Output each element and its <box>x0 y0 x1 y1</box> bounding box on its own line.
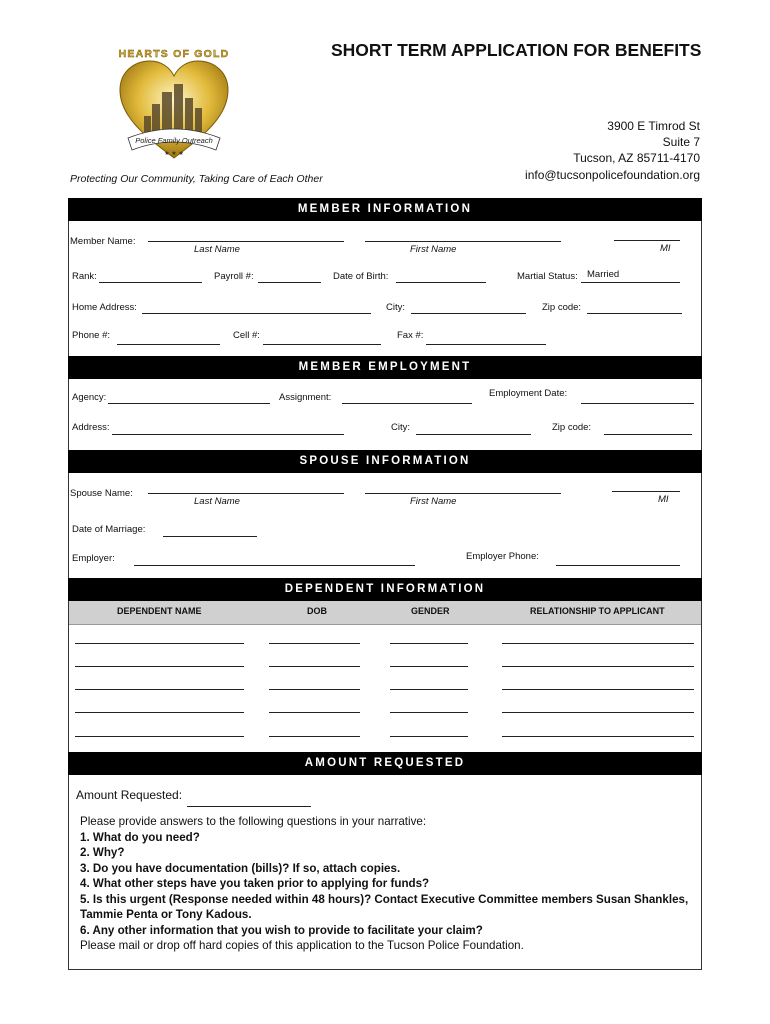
dependent-dob-field[interactable] <box>269 712 360 713</box>
payroll-field[interactable] <box>258 282 321 283</box>
narrative-question-2: 2. Why? <box>80 846 125 859</box>
dependent-relationship-field[interactable] <box>502 666 694 667</box>
dependent-relationship-field[interactable] <box>502 689 694 690</box>
dependent-gender-field[interactable] <box>390 712 468 713</box>
address-suite: Suite 7 <box>662 135 700 150</box>
svg-text:Police Family Outreach: Police Family Outreach <box>135 136 213 145</box>
home-address-label: Home Address: <box>72 302 137 313</box>
employment-zip-label: Zip code: <box>552 422 592 433</box>
dependent-name-field[interactable] <box>75 643 244 644</box>
spouse-first-name-caption: First Name <box>410 496 457 507</box>
dependent-information-heading: DEPENDENT INFORMATION <box>68 578 702 601</box>
employment-address-field[interactable] <box>112 434 344 435</box>
member-information-heading: MEMBER INFORMATION <box>68 198 702 221</box>
narrative-question-5: 5. Is this urgent (Response needed within 48 hours)? Contact Executive Committee members Susan Shankles, <box>80 892 689 906</box>
col-relationship: RELATIONSHIP TO APPLICANT <box>530 606 665 616</box>
payroll-label: Payroll #: <box>214 271 254 282</box>
dependent-gender-field[interactable] <box>390 689 468 690</box>
agency-label: Agency: <box>72 392 107 403</box>
dependent-dob-field[interactable] <box>269 736 360 737</box>
hearts-of-gold-logo <box>108 46 240 164</box>
home-address-field[interactable] <box>142 313 371 314</box>
rank-label: Rank: <box>72 271 97 282</box>
assignment-field[interactable] <box>342 403 472 404</box>
dependent-dob-field[interactable] <box>269 689 360 690</box>
dependent-name-field[interactable] <box>75 689 244 690</box>
employer-phone-label: Employer Phone: <box>466 551 539 562</box>
amount-requested-field[interactable] <box>187 806 311 807</box>
spouse-information-heading: SPOUSE INFORMATION <box>68 450 702 473</box>
dependent-table-header <box>69 601 701 625</box>
tagline: Protecting Our Community, Taking Care of Each Other <box>70 173 323 185</box>
cell-field[interactable] <box>263 344 381 345</box>
spouse-mi-field[interactable] <box>612 491 680 492</box>
cell-label: Cell #: <box>233 330 260 341</box>
city-field[interactable] <box>411 313 526 314</box>
city-label: City: <box>386 302 405 313</box>
amount-requested-label: Amount Requested: <box>76 788 183 802</box>
address-street: 3900 E Timrod St <box>607 119 700 133</box>
narrative-question-3: 3. Do you have documentation (bills)? If so, attach copies. <box>80 861 401 875</box>
address-email: info@tucsonpolicefoundation.org <box>525 167 700 182</box>
dob-field[interactable] <box>396 282 486 283</box>
narrative-question-1: 1. What do you need? <box>80 830 200 844</box>
dependent-gender-field[interactable] <box>390 736 468 737</box>
rank-field[interactable] <box>99 282 202 283</box>
narrative-closing: Please mail or drop off hard copies of this application to the Tucson Police Foundation. <box>80 939 524 952</box>
form-title: SHORT TERM APPLICATION FOR BENEFITS <box>331 40 702 60</box>
employer-phone-field[interactable] <box>556 565 680 566</box>
fax-label: Fax #: <box>397 330 424 341</box>
dependent-name-field[interactable] <box>75 736 244 737</box>
phone-label: Phone #: <box>72 330 111 341</box>
svg-text:HEARTS OF GOLD: HEARTS OF GOLD <box>118 48 230 60</box>
date-of-marriage-field[interactable] <box>163 536 257 537</box>
mi-caption: MI <box>660 243 671 254</box>
fax-field[interactable] <box>426 344 546 345</box>
narrative-question-5-cont: Tammie Penta or Tony Kadous. <box>80 908 252 921</box>
member-employment-heading: MEMBER EMPLOYMENT <box>68 356 702 379</box>
col-dob: DOB <box>307 606 327 616</box>
narrative-question-4: 4. What other steps have you taken prior to applying for funds? <box>80 877 430 890</box>
spouse-last-name-caption: Last Name <box>194 496 240 507</box>
zip-label: Zip code: <box>542 302 582 313</box>
last-name-caption: Last Name <box>194 244 240 255</box>
narrative-question-6: 6. Any other information that you wish to provide to facilitate your claim? <box>80 923 483 937</box>
address-city: Tucson, AZ 85711-4170 <box>573 151 700 166</box>
svg-text:★ ★ ★: ★ ★ ★ <box>164 151 184 157</box>
dependent-name-field[interactable] <box>75 712 244 713</box>
dependent-dob-field[interactable] <box>269 643 360 644</box>
date-of-marriage-label: Date of Marriage: <box>72 524 146 535</box>
narrative-intro: Please provide answers to the following questions in your narrative: <box>80 815 427 828</box>
employment-date-field[interactable] <box>581 403 694 404</box>
spouse-last-name-field[interactable] <box>148 493 344 494</box>
employment-date-label: Employment Date: <box>489 388 568 399</box>
employment-zip-field[interactable] <box>604 434 692 435</box>
phone-field[interactable] <box>117 344 220 345</box>
col-dependent-name: DEPENDENT NAME <box>117 606 202 616</box>
dependent-gender-field[interactable] <box>390 643 468 644</box>
marital-status-label: Martial Status: <box>517 271 578 282</box>
amount-requested-heading: AMOUNT REQUESTED <box>68 752 702 775</box>
spouse-first-name-field[interactable] <box>365 493 561 494</box>
member-mi-field[interactable] <box>614 240 680 241</box>
first-name-caption: First Name <box>410 244 457 255</box>
member-last-name-field[interactable] <box>148 241 344 242</box>
dependent-name-field[interactable] <box>75 666 244 667</box>
zip-field[interactable] <box>587 313 682 314</box>
agency-field[interactable] <box>108 403 270 404</box>
dependent-gender-field[interactable] <box>390 666 468 667</box>
spouse-mi-caption: MI <box>658 494 669 505</box>
marital-status-field[interactable] <box>581 282 680 283</box>
dob-label: Date of Birth: <box>333 271 389 282</box>
col-gender: GENDER <box>411 606 450 616</box>
spouse-name-label: Spouse Name: <box>70 488 133 499</box>
dependent-relationship-field[interactable] <box>502 736 694 737</box>
employment-address-label: Address: <box>72 422 110 433</box>
dependent-dob-field[interactable] <box>269 666 360 667</box>
foundation-address <box>525 118 700 183</box>
dependent-relationship-field[interactable] <box>502 643 694 644</box>
marital-status-value[interactable]: Married <box>587 269 620 280</box>
employment-city-field[interactable] <box>416 434 531 435</box>
assignment-label: Assignment: <box>279 392 332 403</box>
employment-city-label: City: <box>391 422 410 433</box>
employer-field[interactable] <box>134 565 415 566</box>
member-first-name-field[interactable] <box>365 241 561 242</box>
employer-label: Employer: <box>72 553 115 564</box>
member-name-label: Member Name: <box>70 236 136 247</box>
dependent-relationship-field[interactable] <box>502 712 694 713</box>
